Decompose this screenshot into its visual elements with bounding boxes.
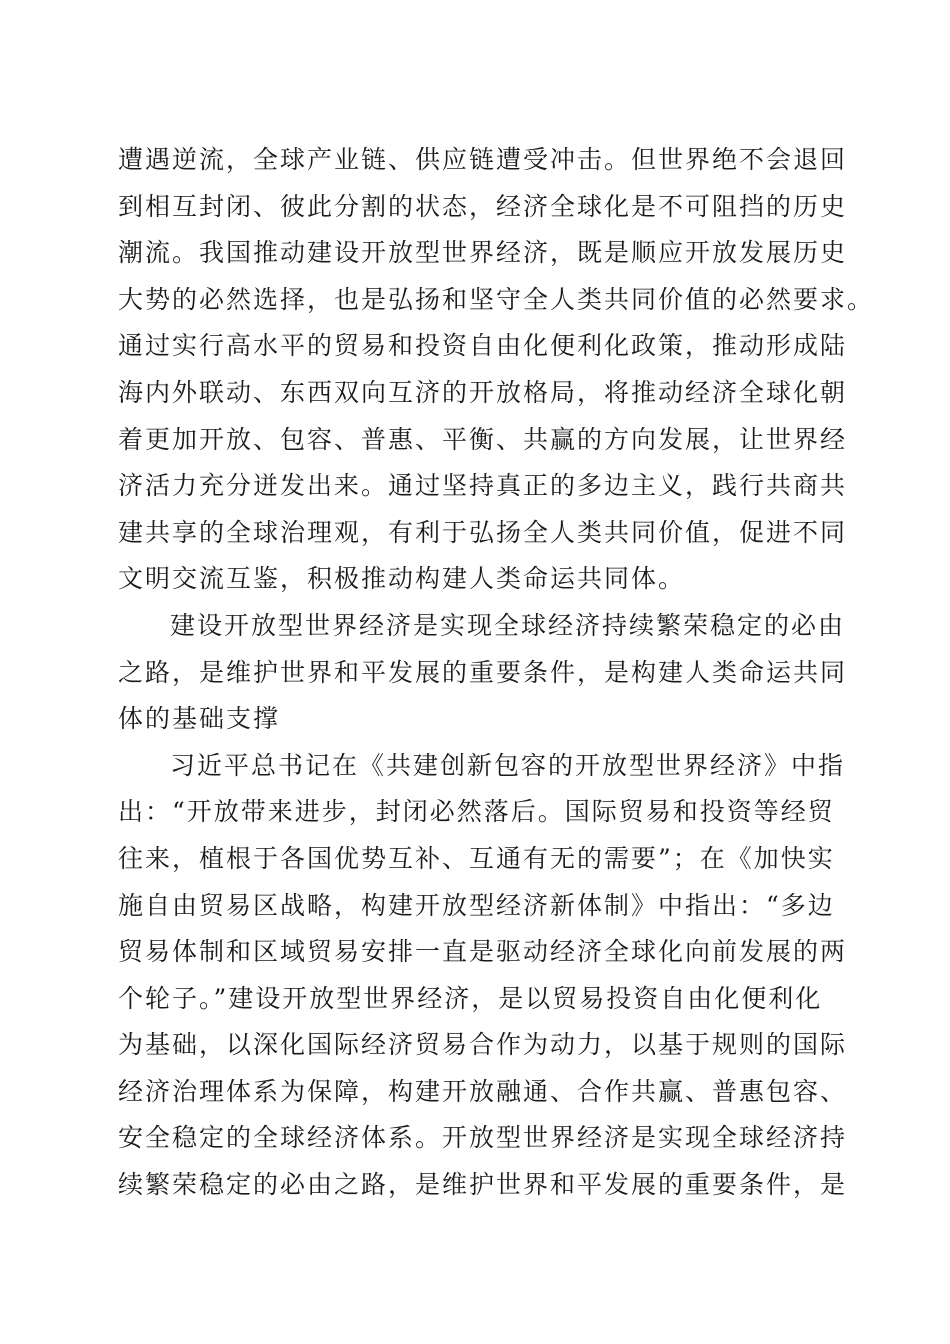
text-line: 通过实行高水平的贸易和投资自由化便利化政策，推动形成陆 [118, 331, 848, 361]
text-line: 施自由贸易区战略，构建开放型经济新体制》中指出：“多边 [118, 890, 835, 920]
text-line: 遭遇逆流，全球产业链、供应链遭受冲击。但世界绝不会退回 [118, 145, 848, 174]
text-line: 海内外联动、东西双向互济的开放格局，将推动经济全球化朝 [118, 377, 848, 407]
paragraph-1 [118, 137, 875, 603]
paragraph-3 [118, 743, 848, 1209]
paragraph-2-heading [118, 603, 848, 743]
text-line: 建设开放型世界经济是实现全球经济持续繁荣稳定的必由 [170, 610, 846, 640]
text-line: 往来，植根于各国优势互补、互通有无的需要”；在《加快实 [118, 843, 835, 873]
text-line: 到相互封闭、彼此分割的状态，经济全球化是不可阻挡的历史 [118, 191, 848, 221]
text-line: 出：“开放带来进步，封闭必然落后。国际贸易和投资等经贸 [118, 797, 835, 827]
text-line: 着更加开放、包容、普惠、平衡、共赢的方向发展，让世界经 [118, 424, 848, 454]
text-line: 经济治理体系为保障，构建开放融通、合作共赢、普惠包容、 [118, 1076, 848, 1106]
text-line: 安全稳定的全球经济体系。开放型世界经济是实现全球经济持 [118, 1123, 848, 1153]
text-line: 之路，是维护世界和平发展的重要条件，是构建人类命运共同 [118, 657, 848, 687]
text-line: 习近平总书记在《共建创新包容的开放型世界经济》中指 [170, 750, 846, 780]
text-line: 文明交流互鉴，积极推动构建人类命运共同体。 [118, 564, 686, 594]
text-line: 体的基础支撑 [118, 704, 281, 734]
text-line: 续繁荣稳定的必由之路，是维护世界和平发展的重要条件，是 [118, 1170, 848, 1200]
text-line: 为基础，以深化国际经济贸易合作为动力，以基于规则的国际 [118, 1030, 848, 1060]
text-line: 大势的必然选择，也是弘扬和坚守全人类共同价值的必然要求。 [118, 284, 875, 314]
text-line: 潮流。我国推动建设开放型世界经济，既是顺应开放发展历史 [118, 238, 848, 268]
text-line: 建共享的全球治理观，有利于弘扬全人类共同价值，促进不同 [118, 517, 848, 547]
text-line: 贸易体制和区域贸易安排一直是驱动经济全球化向前发展的两 [118, 937, 848, 967]
text-line: 济活力充分迸发出来。通过坚持真正的多边主义，践行共商共 [118, 471, 848, 501]
document-body [118, 137, 875, 1209]
text-line: 个轮子。”建设开放型世界经济，是以贸易投资自由化便利化 [118, 983, 823, 1013]
